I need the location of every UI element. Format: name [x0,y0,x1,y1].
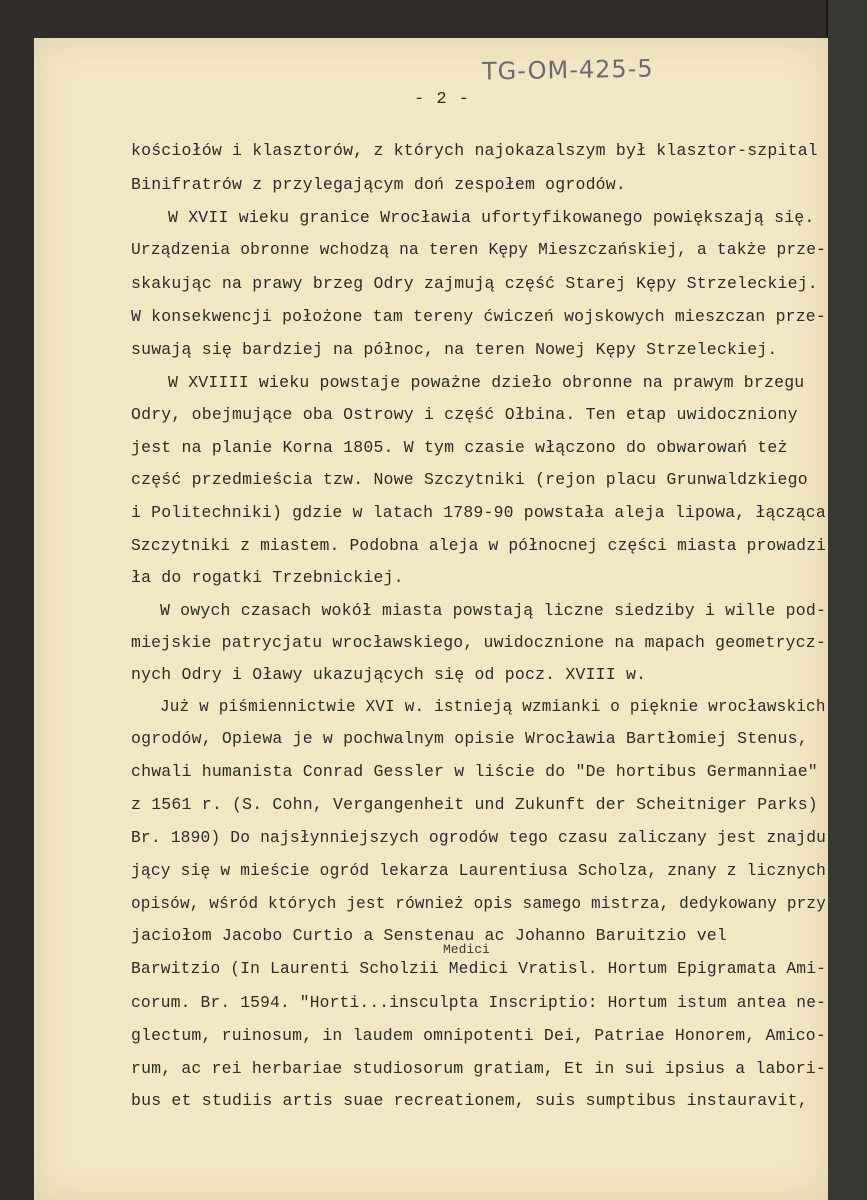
text-line: suwają się bardziej na północ, na teren Nowej Kępy Strzeleckiej. [131,340,778,359]
text-line: bus et studiis artis suae recreationem, suis sumptibus instauravit, [131,1091,808,1110]
text-line: jest na planie Korna 1805. W tym czasie włączono do obwarowań też [131,438,788,457]
text-line: Szczytniki z miastem. Podobna aleja w północnej części miasta prowadzi [131,536,827,555]
text-line: glectum, ruinosum, in laudem omnipotenti Dei, Patriae Honorem, Amico- [131,1026,826,1045]
text-line: skakując na prawy brzeg Odry zajmują część Starej Kępy Strzeleckiej. [131,274,818,293]
text-line: kościołów i klasztorów, z których najokazalszym był klasztor-szpital [131,141,818,160]
text-line: W XVIIII wieku powstaje poważne dzieło obronne na prawym brzegu [168,373,805,392]
interlinear-correction: Medici [443,942,490,957]
text-line: część przedmieścia tzw. Nowe Szczytniki (rejon placu Grunwaldzkiego [131,470,808,489]
text-line: ła do rogatki Trzebnickiej. [131,568,404,587]
text-line: W owych czasach wokół miasta powstają liczne siedziby i wille pod- [160,601,827,620]
text-line: jący się w mieście ogród lekarza Laurentiusa Scholza, znany z licznych [131,861,827,880]
text-line: W XVII wieku granice Wrocławia ufortyfikowanego powiększają się. [168,208,815,227]
archive-reference: TG-OM-425-5 [481,54,654,86]
text-line: i Politechniki) gdzie w latach 1789-90 powstała aleja lipowa, łącząca [131,503,826,522]
text-line: rum, ac rei herbariae studiosorum gratiam, Et in sui ipsius a labori- [131,1059,826,1078]
text-line: Barwitzio (In Laurenti Scholzii Medici Vratisl. Hortum Epigramata Ami- [131,959,827,978]
text-line: W konsekwencji położone tam tereny ćwiczeń wojskowych mieszczan prze- [131,307,826,326]
page-number: - 2 - [414,90,471,109]
text-line: Odry, obejmujące oba Ostrowy i część Ołbina. Ten etap uwidoczniony [131,405,798,424]
text-line: corum. Br. 1594. "Horti...insculpta Inscriptio: Hortum istum antea ne- [131,993,827,1012]
text-line: nych Odry i Oławy ukazujących się od pocz. XVIII w. [131,665,647,684]
text-line: miejskie patrycjatu wrocławskiego, uwidocznione na mapach geometrycz- [131,633,826,652]
text-line: Już w piśmiennictwie XVI w. istnieją wzmianki o pięknie wrocławskich [160,697,826,716]
text-line: Urządzenia obronne wchodzą na teren Kępy Mieszczańskiej, a także prze- [131,240,827,259]
scan-frame-border [828,0,867,1200]
text-line: Binifratrów z przylegającym doń zespołem ogrodów. [131,175,626,194]
text-line: jaciołom Jacobo Curtio a Senstenau ac Johanno Baruitzio vel [131,926,727,945]
text-line: chwali humanista Conrad Gessler w liście do "De hortibus Germanniae" [131,762,818,781]
text-line: ogrodów, Opiewa je w pochwalnym opisie Wrocławia Bartłomiej Stenus, [131,729,808,748]
text-line: z 1561 r. (S. Cohn, Vergangenheit und Zukunft der Scheitniger Parks) [131,795,818,814]
text-line: opisów, wśród których jest również opis samego mistrza, dedykowany przy [131,894,826,913]
text-line: Br. 1890) Do najsłynniejszych ogrodów tego czasu zaliczany jest znajdu [131,828,827,847]
